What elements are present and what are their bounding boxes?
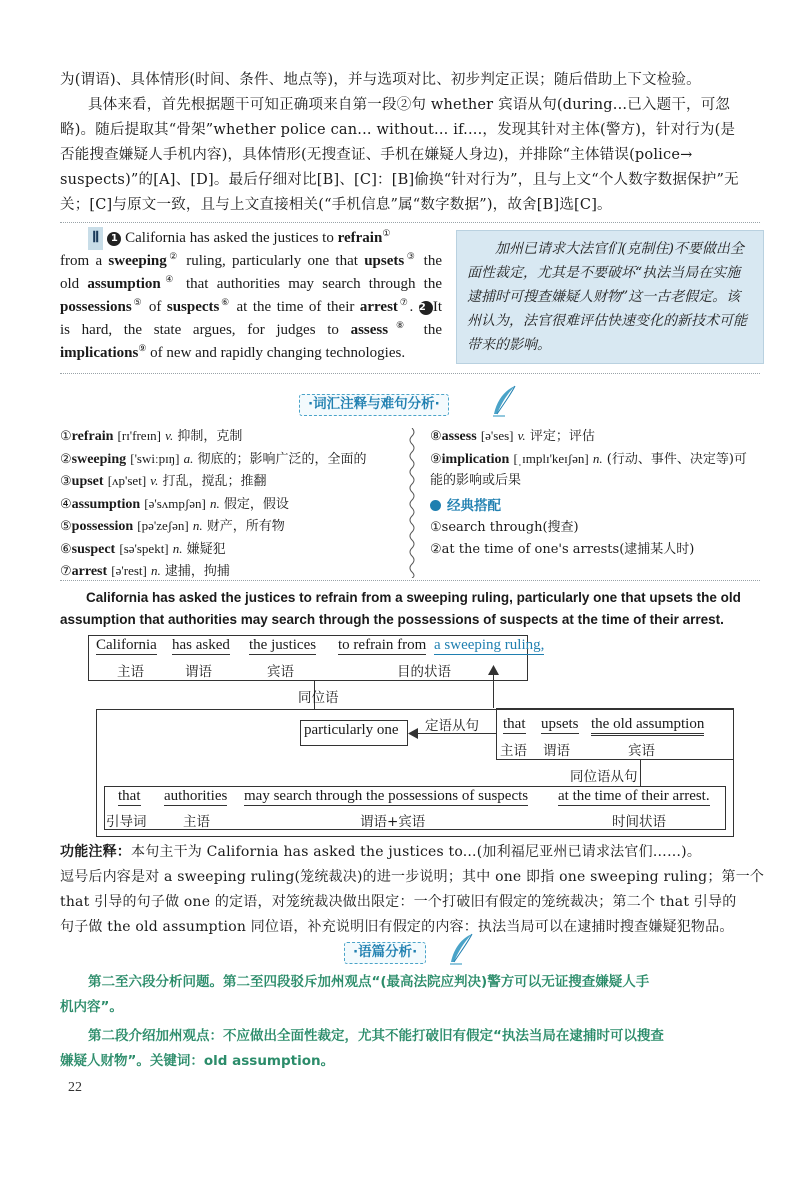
vocab-section-title: ·词汇注释与难句分析·	[299, 394, 449, 416]
diagram-word: authorities	[164, 788, 228, 804]
intro-line: 具体来看，首先根据题干可知正确项来自第一段②句 whether 宾语从句(during...已入题干，可忽	[88, 97, 731, 113]
vocab-pos: v.	[517, 428, 526, 443]
diagram-label: 定语从句	[425, 718, 479, 734]
vocab-word: upset	[71, 474, 104, 489]
footnote-mark: ⑤	[131, 297, 144, 307]
vocab-meaning: 评定；评估	[529, 429, 595, 444]
keyword: implications	[60, 345, 139, 361]
analysis-section-title: ·语篇分析·	[344, 942, 426, 964]
vocab-item	[60, 470, 405, 493]
collocation-heading	[430, 496, 765, 518]
vocab-word: implication	[441, 451, 510, 467]
vocab-pos: n.	[209, 495, 220, 511]
page-number: 22	[68, 1080, 82, 1095]
diagram-word: upsets	[541, 716, 579, 732]
vocab-meaning: 打乱，搅乱；推翻	[162, 474, 267, 489]
vocab-pos: n.	[192, 518, 203, 533]
vocab-item	[60, 538, 405, 561]
vocab-meaning: 财产，所有物	[206, 519, 285, 534]
diagram-label: 引导词	[106, 814, 147, 830]
passage-paragraph	[60, 227, 442, 365]
vocab-word: suspect	[71, 541, 116, 557]
footnote-mark: ③	[404, 251, 418, 261]
diagram-label: 主语	[183, 814, 210, 830]
diagram-label: 宾语	[628, 743, 655, 759]
divider	[60, 373, 760, 374]
diagram-word: to refrain from	[338, 637, 427, 653]
diagram-word: that	[118, 788, 141, 804]
vocab-item	[430, 448, 765, 471]
diagram-label: 谓语	[185, 664, 212, 680]
long-sentence-line: assumption that authorities may search through the possessions of suspects at the time of their arrest.	[60, 612, 724, 627]
passage-text: at the time of their	[230, 299, 360, 315]
passage-text: California has asked the justices to	[125, 230, 338, 246]
discourse-analysis	[60, 970, 770, 1074]
analysis-line: 机内容”。	[60, 999, 123, 1015]
diagram-word: the justices	[249, 637, 317, 653]
footnote-mark: ⑨	[138, 343, 147, 353]
passage-text: of new and rapidly changing technologies.	[146, 345, 406, 361]
wavy-divider	[406, 428, 418, 578]
diagram-label: 主语	[117, 664, 144, 680]
vocab-list-right	[430, 425, 765, 560]
analysis-line: 嫌疑人财物”。关键词：old assumption。	[60, 1053, 335, 1069]
vocab-meaning: 假定，假设	[223, 496, 289, 512]
keyword: possessions	[60, 299, 132, 315]
diagram-word: has asked	[172, 637, 230, 653]
vocab-ipa: [pə'zeʃən]	[137, 518, 189, 533]
vocab-ipa: [ə'ses]	[480, 428, 514, 443]
footnote-mark: ④	[160, 274, 178, 284]
keyword: upsets	[364, 253, 405, 269]
translation-text: 加州已请求大法官们(克制住)不要做出全面性裁定，尤其是不要破坏“执法当局在实施逮捕时可搜查嫌疑人财物”这一古老假定。该州认为，法官很难评估快速变化的新技术可能带来的影响。	[467, 241, 747, 353]
diagram-label: 谓语	[543, 743, 570, 759]
vocab-list-left	[60, 425, 405, 583]
keyword: arrest	[359, 299, 398, 315]
vocab-ipa: [ˌɪmplɪ'keɪʃən]	[513, 450, 589, 466]
divider	[60, 580, 760, 581]
vocab-pos: a.	[183, 450, 194, 466]
footnote-mark: ⑦	[397, 297, 410, 307]
diagram-label: 主语	[500, 743, 527, 759]
passage-text: old	[60, 276, 88, 292]
vocab-num: ④	[60, 496, 72, 512]
diagram-label: 宾语	[267, 664, 294, 680]
vocab-ipa: [ə'rest]	[111, 563, 147, 578]
vocab-num: ⑨	[430, 451, 442, 467]
sentence-number: 2	[419, 301, 433, 315]
vocab-ipa: [ʌp'set]	[107, 473, 147, 488]
diagram-word: may search through the possessions of suspects	[244, 788, 529, 804]
vocab-item	[430, 425, 765, 448]
translation-box	[456, 230, 764, 364]
vocab-ipa: [rɪ'freɪn]	[117, 428, 162, 443]
vocab-meaning: 彻底的；影响广泛的，全面的	[197, 451, 367, 467]
passage-text: of	[143, 299, 167, 315]
collocation-title: 经典搭配	[447, 497, 501, 514]
passage-text: is hard, the state argues, for judges to	[60, 322, 351, 338]
quill-icon	[491, 384, 517, 418]
diagram-label: 时间状语	[612, 814, 666, 830]
vocab-pos: n.	[172, 540, 183, 556]
diagram-label: 目的状语	[397, 664, 451, 680]
long-sentence	[60, 587, 766, 631]
footnote-mark: ⑧	[388, 320, 412, 330]
intro-text	[60, 68, 760, 218]
vocab-num: ⑦	[60, 564, 72, 579]
function-note	[60, 840, 770, 940]
keyword: assess	[350, 322, 389, 338]
vocab-word: arrest	[71, 564, 108, 579]
vocab-pos: n.	[592, 450, 603, 466]
vocab-word: sweeping	[71, 451, 127, 467]
vocab-num: ⑤	[60, 519, 72, 534]
vocab-num: ⑧	[430, 429, 442, 444]
function-note-line: 逗号后内容是对 a sweeping ruling(笼统裁决)的进一步说明；其中 one 即指 one sweeping ruling；第一个	[60, 869, 765, 885]
sentence-number: 1	[107, 232, 121, 246]
footnote-mark: ⑥	[219, 297, 231, 307]
keyword: assumption	[87, 276, 161, 292]
vocab-word: assess	[441, 429, 477, 444]
diagram-label: 同位语	[298, 690, 339, 706]
vocab-meaning: 逮捕，拘捕	[164, 564, 230, 579]
passage-text: ruling, particularly one that	[179, 253, 365, 269]
vocab-meaning: 嫌疑犯	[186, 541, 226, 557]
diagram-word: that	[503, 716, 526, 732]
passage-text: It	[432, 299, 442, 315]
passage-text: that authorities may search through the	[177, 276, 442, 292]
diagram-word-highlight: a sweeping ruling,	[434, 637, 545, 653]
footnote-mark: ①	[382, 228, 391, 238]
analysis-line: 第二至六段分析问题。第二至四段驳斥加州观点“(最高法院应判决)警方可以无证搜查嫌疑人手	[88, 974, 650, 990]
vocab-ipa: [ə'sʌmpʃən]	[144, 495, 206, 511]
keyword: suspects	[166, 299, 220, 315]
vocab-meaning: 抑制，克制	[177, 429, 243, 444]
diagram-word: at the time of their arrest.	[558, 788, 710, 804]
vocab-pos: v.	[150, 473, 159, 488]
intro-line: 否能搜查嫌疑人手机内容)，具体情形(无搜查证、手机在嫌疑人身边)，并排除“主体错误(police→	[60, 147, 693, 163]
arrow-up-icon	[488, 665, 499, 675]
vocab-word: refrain	[71, 429, 114, 444]
vocab-meaning: (行动、事件、决定等)可	[606, 451, 747, 467]
section-mark: Ⅱ	[88, 227, 103, 250]
diagram-label: 谓语+宾语	[360, 814, 426, 830]
vocab-num: ⑥	[60, 541, 72, 557]
function-note-line: that 引导的句子做 one 的定语，对笼统裁决做出限定：一个打破旧有假定的笼统裁决；第二个 that 引导的	[60, 894, 737, 910]
collocation-item: ②at the time of one's arrests(逮捕某人时)	[430, 541, 695, 557]
divider	[60, 222, 760, 223]
keyword: sweeping	[108, 253, 167, 269]
intro-line: 关；[C]与原文一致，且与上文直接相关(“手机信息”属“数字数据”)，故舍[B]选[C]。	[60, 197, 612, 213]
vocab-item	[60, 448, 405, 471]
vocab-pos: v.	[165, 428, 174, 443]
intro-line: suspects)”的[A]、[D]。最后仔细对比[B]、[C]：[B]偷换“针对行为”，且与上文“个人数字数据保护”无	[60, 172, 739, 188]
vocab-num: ③	[60, 474, 72, 489]
diagram-word: particularly one	[304, 722, 399, 738]
diagram-word: California	[96, 637, 157, 653]
function-note-line: 本句主干为 California has asked the justices to...(加利福尼亚州已请求法官们……)。	[131, 844, 702, 860]
intro-line: 为(谓语)、具体情形(时间、条件、地点等)，并与选项对比、初步判定正误；随后借助上下文检验。	[60, 72, 701, 88]
long-sentence-line: California has asked the justices to refrain from a sweeping ruling, particularly one that upsets the old	[86, 590, 741, 605]
vocab-ipa: ['swiːpɪŋ]	[130, 450, 180, 466]
vocab-item	[60, 425, 405, 448]
arrow-line	[640, 760, 641, 786]
vocab-item	[60, 493, 405, 516]
diagram-label: 同位语从句	[570, 769, 638, 785]
vocab-item	[60, 515, 405, 538]
passage-text: the	[417, 253, 443, 269]
passage-text: from a	[60, 253, 109, 269]
diagram-word: the old assumption	[591, 716, 704, 736]
arrow-left-icon	[408, 728, 418, 739]
vocab-word: possession	[71, 519, 134, 534]
vocab-item-continued: 能的影响或后果	[430, 473, 522, 488]
analysis-line: 第二段介绍加州观点：不应做出全面性裁定，尤其不能打破旧有假定“执法当局在逮捕时可以搜查	[88, 1028, 664, 1044]
function-note-label: 功能注释：	[60, 844, 131, 860]
vocab-num: ②	[60, 451, 72, 467]
quill-icon	[448, 932, 474, 966]
vocab-pos: n.	[150, 563, 161, 578]
collocation-item: ①search through(搜查)	[430, 520, 579, 535]
footnote-mark: ②	[166, 251, 180, 261]
bullet-icon	[430, 500, 441, 511]
passage-text: .	[409, 299, 419, 315]
keyword: refrain	[337, 230, 383, 246]
function-note-line: 句子做 the old assumption 同位语，补充说明旧有假定的内容：执法当局可以在逮捕时搜查嫌疑犯物品。	[60, 919, 734, 935]
passage-text: the	[412, 322, 442, 338]
vocab-ipa: [sə'spekt]	[119, 540, 169, 556]
vocab-word: assumption	[71, 496, 141, 512]
vocab-num: ①	[60, 429, 72, 444]
intro-line: 略)。随后提取其“骨架”whether police can... without... if....，发现其针对主体(警方)，针对行为(是	[60, 122, 736, 138]
